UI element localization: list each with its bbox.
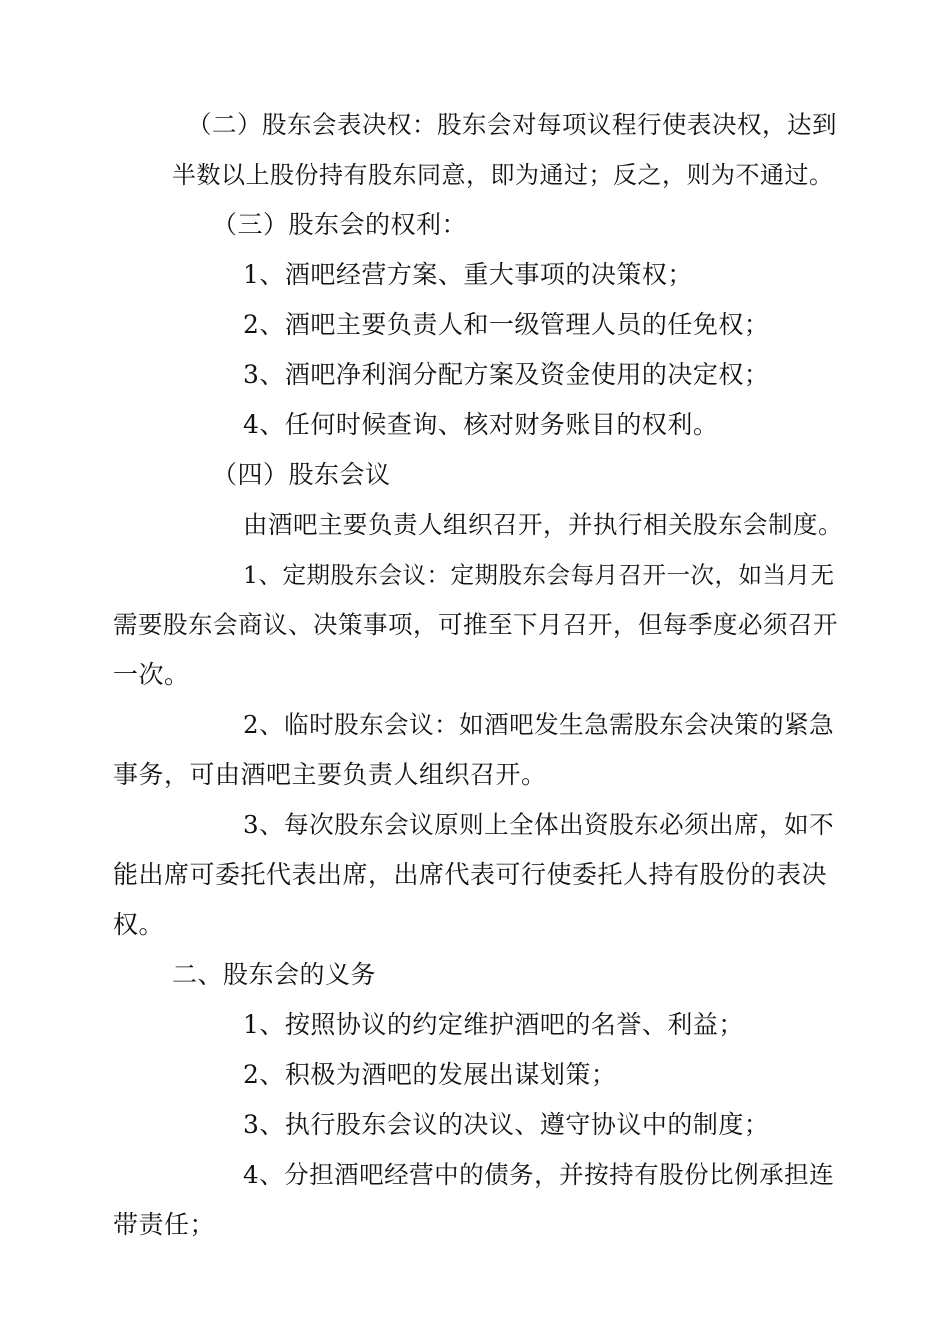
paragraph-line: 一次。 <box>113 660 190 689</box>
list-item: 1、按照协议的约定维护酒吧的名誉、利益； <box>243 1010 744 1039</box>
paragraph-line: 事务，可由酒吧主要负责人组织召开。 <box>113 760 547 789</box>
paragraph-line: 由酒吧主要负责人组织召开，并执行相关股东会制度。 <box>243 510 843 539</box>
section-heading: （四）股东会议 <box>212 460 391 489</box>
list-item: 2、积极为酒吧的发展出谋划策； <box>243 1060 617 1089</box>
paragraph-line: 需要股东会商议、决策事项，可推至下月召开，但每季度必须召开 <box>113 610 838 639</box>
list-item: 1、定期股东会议：定期股东会每月召开一次，如当月无 <box>243 561 835 589</box>
list-item: 4、分担酒吧经营中的债务，并按持有股份比例承担连 <box>243 1160 835 1189</box>
paragraph-line: （二）股东会表决权：股东会对每项议程行使表决权，达到 <box>187 110 837 139</box>
list-item: 3、每次股东会议原则上全体出资股东必须出席，如不 <box>243 810 835 839</box>
list-item: 4、任何时候查询、核对财务账目的权利。 <box>243 410 719 439</box>
list-item: 3、执行股东会议的决议、遵守协议中的制度； <box>243 1110 770 1139</box>
section-heading: 二、股东会的义务 <box>172 960 377 989</box>
list-item: 2、临时股东会议：如酒吧发生急需股东会决策的紧急 <box>243 710 835 739</box>
paragraph-line: 带责任； <box>113 1210 216 1239</box>
section-heading: （三）股东会的权利： <box>212 210 468 239</box>
paragraph-line: 权。 <box>113 910 165 939</box>
list-item: 3、酒吧净利润分配方案及资金使用的决定权； <box>243 360 770 389</box>
list-item: 2、酒吧主要负责人和一级管理人员的任免权； <box>243 310 770 339</box>
list-item: 1、酒吧经营方案、重大事项的决策权； <box>243 260 693 289</box>
paragraph-line: 能出席可委托代表出席，出席代表可行使委托人持有股份的表决 <box>113 860 828 889</box>
paragraph-line: 半数以上股份持有股东同意，即为通过；反之，则为不通过。 <box>172 161 834 189</box>
